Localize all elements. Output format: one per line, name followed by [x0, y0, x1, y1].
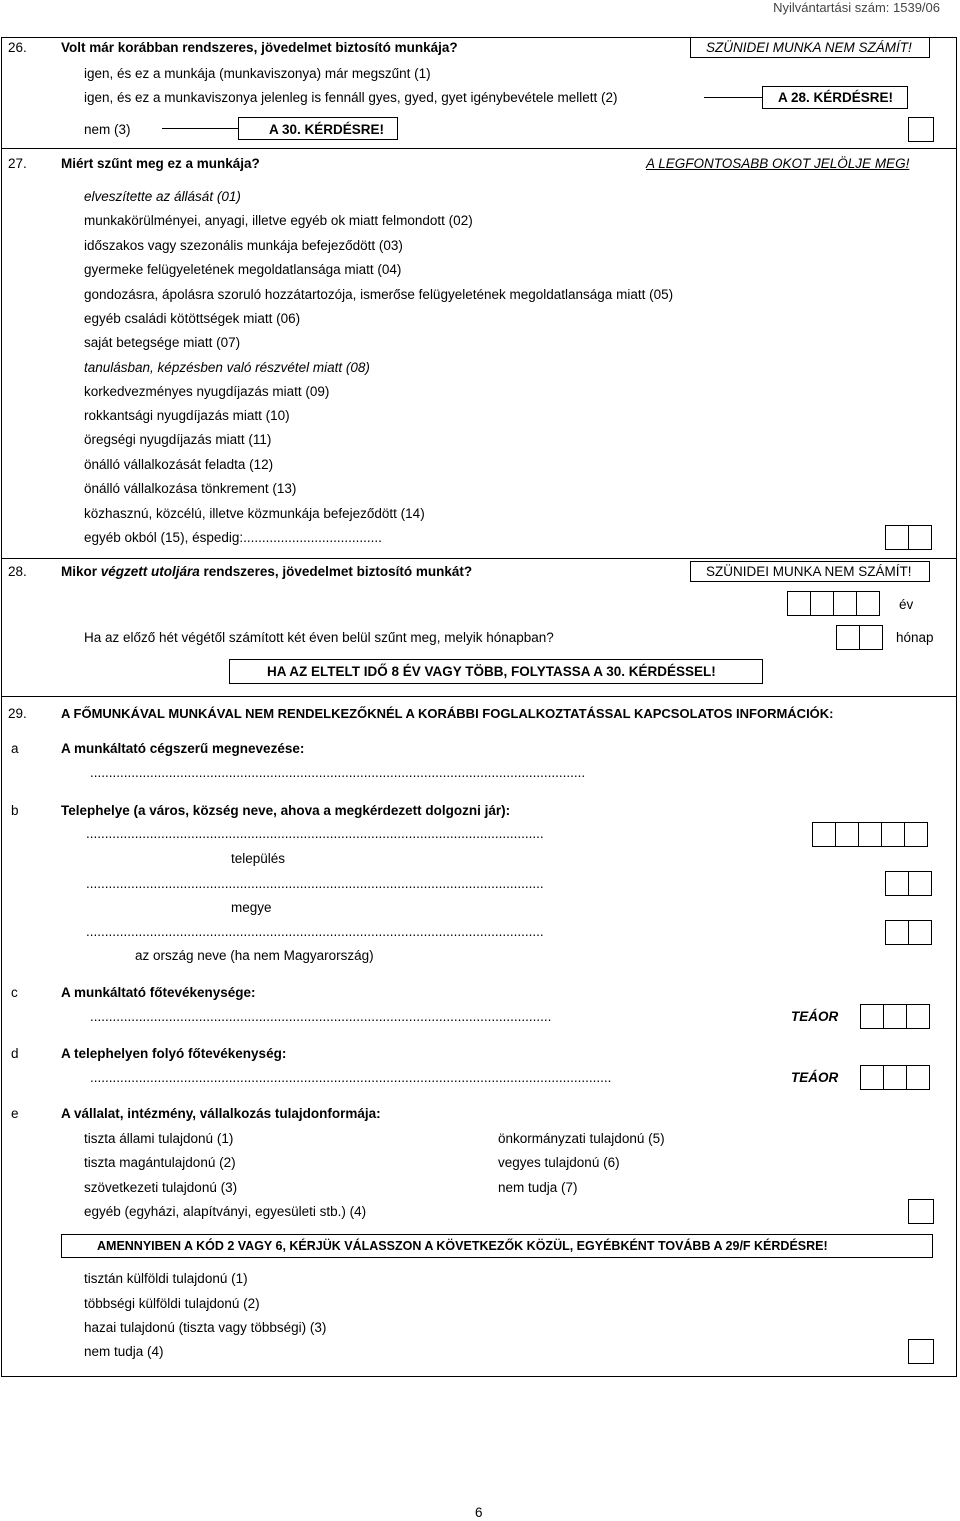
instruction-text: AMENNYIBEN A KÓD 2 VAGY 6, KÉRJÜK VÁLASSZON A KÖVETKEZŐK KÖZÜL, EGYÉBKÉNT TOVÁBB A 29/F KÉRDÉSRE!: [97, 1239, 828, 1253]
divider: [1, 696, 957, 697]
registration-number: Nyilvántartási szám: 1539/06: [773, 0, 940, 15]
item-letter: c: [11, 985, 18, 1000]
question-text: Volt már korábban rendszeres, jövedelmet biztosító munkája?: [61, 40, 458, 55]
option-label: nem (3): [84, 122, 131, 137]
dotted-line[interactable]: ...........................................................................................................................: [90, 1009, 552, 1024]
option-label: egyéb családi kötöttségek miatt (06): [84, 311, 301, 326]
answer-box[interactable]: [908, 1199, 934, 1224]
option-label: közhasznú, közcélú, illetve közmunkája befejeződött (14): [84, 506, 425, 521]
option-label: gyermeke felügyeletének megoldatlansága miatt (04): [84, 262, 402, 277]
item-letter: b: [11, 803, 19, 818]
question-number: 26.: [8, 40, 27, 55]
dotted-line[interactable]: ..........................................................................................................................: [86, 826, 544, 841]
year-label: év: [899, 597, 914, 612]
option-label: egyéb okból (15), éspedig:.....................................: [84, 530, 382, 545]
divider: [1, 558, 957, 559]
question-text: Miért szűnt meg ez a munkája?: [61, 156, 260, 171]
arrow-line: [704, 97, 762, 98]
month-label: hónap: [896, 630, 934, 645]
item-letter: e: [11, 1106, 19, 1121]
option-label: nem tudja (4): [84, 1344, 164, 1359]
page-number: 6: [475, 1505, 483, 1520]
skip-instruction: A 30. KÉRDÉSRE!: [269, 122, 385, 137]
option-label: önálló vállalkozását feladta (12): [84, 457, 274, 472]
note-text: SZÜNIDEI MUNKA NEM SZÁMÍT!: [706, 40, 912, 55]
teaor-label: TEÁOR: [791, 1009, 839, 1024]
question-text-part: rendszeres, jövedelmet biztosító munkát?: [199, 564, 473, 579]
item-label: A munkáltató főtevékenysége:: [61, 985, 256, 1000]
option-label: igen, és ez a munkaviszonya jelenleg is fennáll gyes, gyed, gyet igénybevétele mellett (2): [84, 90, 618, 105]
month-boxes[interactable]: [836, 625, 883, 650]
option-label: tiszta állami tulajdonú (1): [84, 1131, 234, 1146]
teaor-code-boxes[interactable]: [860, 1004, 930, 1029]
question-text: [61, 564, 472, 580]
item-label: Telephelye (a város, község neve, ahova a megkérdezett dolgozni jár):: [61, 803, 511, 818]
question-text-part: Mikor: [61, 564, 101, 579]
settlement-label: település: [231, 851, 286, 866]
option-label: szövetkezeti tulajdonú (3): [84, 1180, 238, 1195]
year-boxes[interactable]: [787, 591, 880, 616]
teaor-code-boxes[interactable]: [860, 1065, 930, 1090]
option-label: saját betegsége miatt (07): [84, 335, 241, 350]
option-label: tisztán külföldi tulajdonú (1): [84, 1271, 248, 1286]
arrow-line: [162, 128, 238, 129]
item-letter: a: [11, 741, 19, 756]
instruction-text: HA AZ ELTELT IDŐ 8 ÉV VAGY TÖBB, FOLYTASSA A 30. KÉRDÉSSEL!: [267, 664, 716, 679]
teaor-label: TEÁOR: [791, 1070, 839, 1085]
country-code-boxes[interactable]: [885, 920, 932, 945]
option-label: tiszta magántulajdonú (2): [84, 1155, 236, 1170]
option-label: gondozásra, ápolásra szoruló hozzátartozója, ismerőse felügyeletének megoldatlansága miatt (05): [84, 287, 674, 302]
option-label: korkedvezményes nyugdíjazás miatt (09): [84, 384, 330, 399]
code-boxes[interactable]: [885, 525, 932, 550]
option-label: tanulásban, képzésben való részvétel miatt (08): [84, 360, 370, 375]
option-label: elveszítette az állását (01): [84, 189, 241, 204]
option-label: nem tudja (7): [498, 1180, 578, 1195]
item-label: A telephelyen folyó főtevékenység:: [61, 1046, 287, 1061]
option-label: önkormányzati tulajdonú (5): [498, 1131, 665, 1146]
option-label: rokkantsági nyugdíjazás miatt (10): [84, 408, 290, 423]
answer-box[interactable]: [908, 1339, 934, 1364]
option-label: többségi külföldi tulajdonú (2): [84, 1296, 260, 1311]
item-label: A munkáltató cégszerű megnevezése:: [61, 741, 305, 756]
question-number: 27.: [8, 156, 27, 171]
dotted-line[interactable]: ..........................................................................................................................: [86, 924, 544, 939]
dotted-line[interactable]: ....................................................................................................................................: [90, 765, 586, 780]
item-label: A vállalat, intézmény, vállalkozás tulajdonformája:: [61, 1106, 381, 1121]
divider: [1, 148, 957, 149]
question-number: 28.: [8, 564, 27, 579]
answer-box[interactable]: [908, 117, 934, 142]
question-emphasis: végzett utoljára: [100, 564, 200, 579]
option-label: igen, és ez a munkája (munkaviszonya) már megszűnt (1): [84, 66, 431, 81]
county-code-boxes[interactable]: [885, 871, 932, 896]
option-label: vegyes tulajdonú (6): [498, 1155, 620, 1170]
section-title: A FŐMUNKÁVAL MUNKÁVAL NEM RENDELKEZŐKNÉL A KORÁBBI FOGLALKOZTATÁSSAL KAPCSOLATOS INFORMÁCIÓK:: [61, 706, 834, 721]
note-text: SZÜNIDEI MUNKA NEM SZÁMÍT!: [706, 564, 912, 579]
option-label: munkakörülményei, anyagi, illetve egyéb ok miatt felmondott (02): [84, 213, 473, 228]
option-label: öregségi nyugdíjazás miatt (11): [84, 432, 272, 447]
dotted-line[interactable]: ..........................................................................................................................: [86, 876, 544, 891]
note-text: A LEGFONTOSABB OKOT JELÖLJE MEG!: [646, 156, 910, 171]
dotted-line[interactable]: ...........................................................................................................................................: [90, 1070, 612, 1085]
option-label: időszakos vagy szezonális munkája befejeződött (03): [84, 238, 403, 253]
question-number: 29.: [8, 706, 27, 721]
skip-instruction: A 28. KÉRDÉSRE!: [778, 90, 894, 105]
item-letter: d: [11, 1046, 19, 1061]
county-label: megye: [231, 900, 272, 915]
settlement-code-boxes[interactable]: [812, 822, 928, 847]
option-label: egyéb (egyházi, alapítványi, egyesületi stb.) (4): [84, 1204, 367, 1219]
option-label: önálló vállalkozása tönkrement (13): [84, 481, 297, 496]
option-label: hazai tulajdonú (tiszta vagy többségi) (3): [84, 1320, 327, 1335]
month-question: Ha az előző hét végétől számított két éven belül szűnt meg, melyik hónapban?: [84, 630, 554, 645]
country-label: az ország neve (ha nem Magyarország): [135, 948, 374, 963]
